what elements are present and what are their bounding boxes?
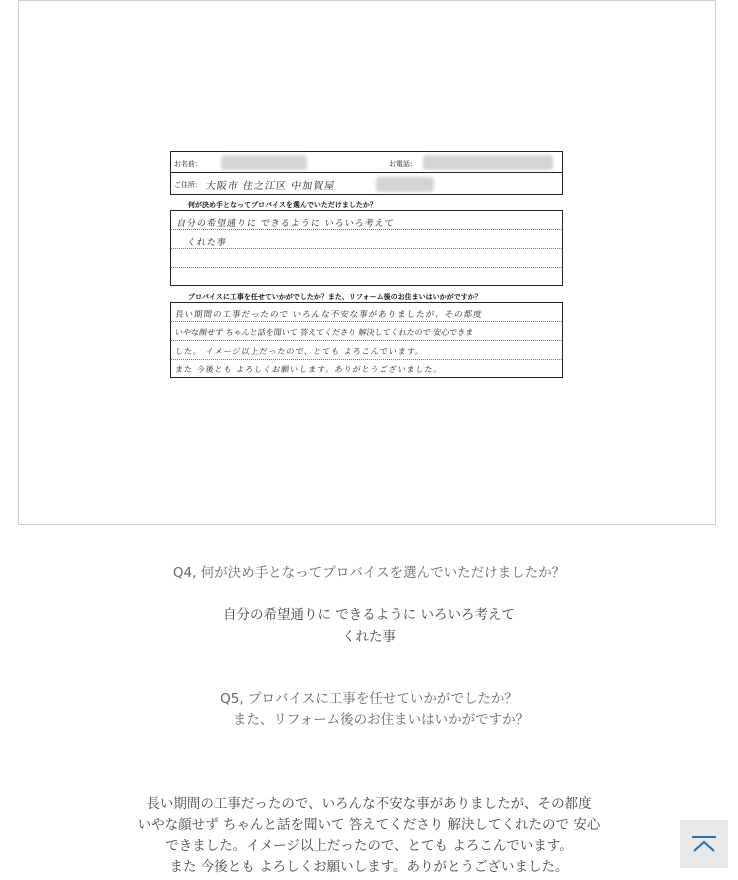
q5-answer-line3: できました。イメージ以上だったので、とても よろこんでいます。	[165, 838, 573, 854]
q5-question-line2: また、リフォーム後のお住まいはいかがですか？	[232, 712, 530, 728]
form-name-row	[170, 151, 563, 173]
phone-label: お電話:	[389, 160, 413, 168]
q5-handwritten-line4: また 今後とも よろしくお願いします。ありがとうございました。	[174, 365, 444, 374]
q4-answer-line2: くれた事	[342, 629, 396, 645]
q5-handwritten-line2: いやな顔せず ちゃんと話を聞いて 答えてくださり 解決してくれたので 安心できま	[174, 328, 474, 337]
form-q4-box	[170, 210, 563, 286]
q5-question-line1: Q5, プロバイスに工事を任せていかがでしたか？	[220, 691, 518, 707]
q5-answer-line1: 長い期間の工事だったので、いろんな不安な事がありましたが、その都度	[146, 796, 592, 812]
form-q5-box	[170, 302, 563, 378]
redacted-address	[376, 177, 434, 192]
q4-question: Q4, 何が決め手となってプロバイスを選んでいただけましたか？	[172, 565, 566, 581]
address-handwritten: 大阪市 住之江区 中加賀屋	[204, 181, 336, 192]
redacted-name	[221, 155, 307, 170]
q5-handwritten-line3: した。 イメージ以上だったので、とても よろこんでいます。	[174, 347, 425, 356]
q5-handwritten-line1: 長い期間の工事だったので いろんな不安な事がありましたが、その都度	[174, 310, 484, 320]
chevron-up-icon	[691, 835, 717, 853]
redacted-phone	[423, 155, 553, 170]
q4-answer-line1: 自分の希望通りに できるように いろいろ考えて	[222, 607, 516, 623]
survey-image-frame	[18, 0, 716, 525]
q4-handwritten-line2: くれた事	[186, 238, 228, 248]
survey-form-scan	[170, 151, 565, 379]
form-q5-heading: プロバイスに工事を任せていかがでしたか？また、リフォーム後のお住まいはいかがですか？	[188, 293, 482, 301]
name-label: お名前:	[174, 160, 198, 168]
form-q4-heading: 何が決め手となってプロバイスを選んでいただけましたか？	[188, 201, 377, 209]
form-address-row	[170, 173, 563, 195]
q5-answer-line2: いやな顔せず ちゃんと話を聞いて 答えてくださり 解決してくれたので 安心	[137, 817, 601, 833]
q4-handwritten-line1: 自分の希望通りに できるように いろいろ考えて	[176, 219, 396, 229]
q5-answer-line4: また 今後とも よろしくお願いします。ありがとうございました。	[169, 859, 569, 875]
address-label: ご住所:	[174, 181, 198, 189]
scroll-to-top-button[interactable]	[680, 820, 728, 868]
